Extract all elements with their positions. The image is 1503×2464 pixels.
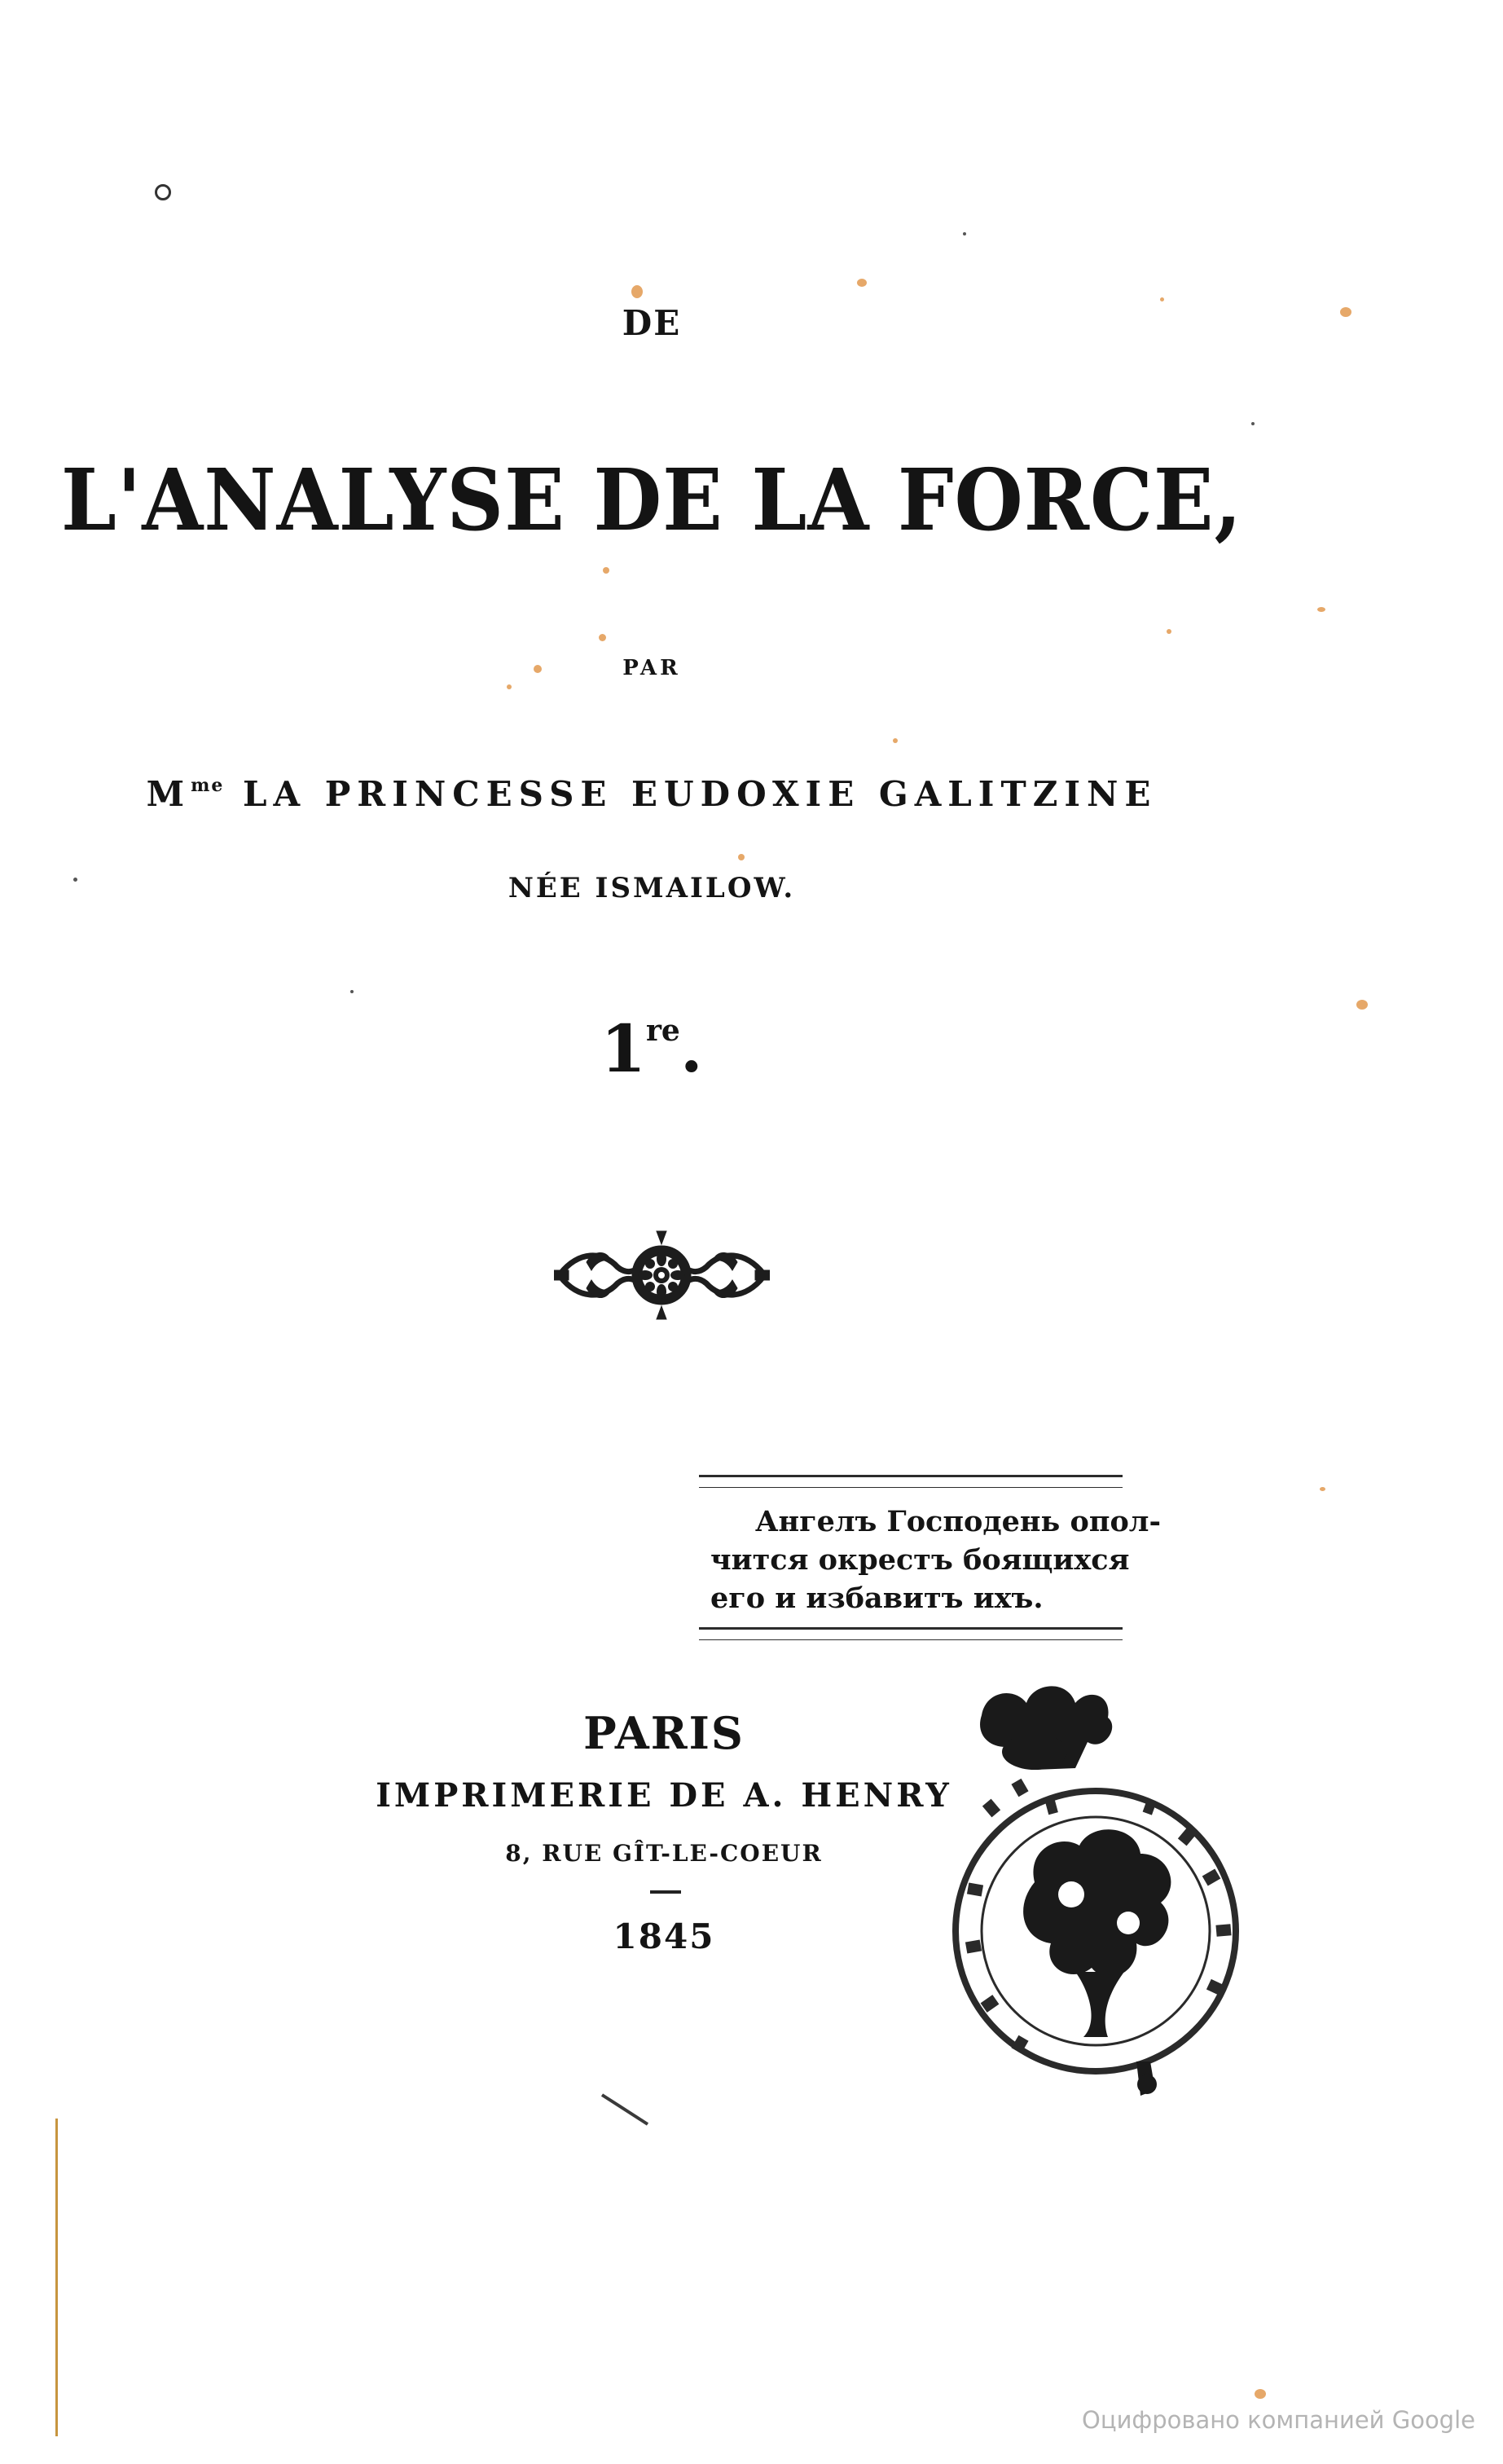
author-honorific-sup: me: [191, 775, 225, 796]
epigraph-top-rule: [699, 1475, 1123, 1488]
volume-suffix: re: [645, 1014, 680, 1048]
author-name: LA PRINCESSE EUDOXIE GALITZINE: [242, 774, 1158, 814]
epigraph-line: Ангелъ Господень опол-: [755, 1505, 1161, 1538]
epigraph-line: чится окрестъ боящихся: [710, 1543, 1130, 1577]
floral-ornament: [554, 1226, 770, 1322]
ink-speck: [963, 232, 966, 235]
maiden-name: NÉE ISMAILOW.: [508, 872, 796, 904]
volume-label: [0, 1010, 1303, 1087]
imprint-year: 1845: [613, 1916, 715, 1956]
imprint-printer: IMPRIMERIE DE A. HENRY: [376, 1776, 952, 1815]
imprint-dash: [650, 1890, 681, 1894]
imprint-city: PARIS: [583, 1707, 745, 1759]
page-edge-mark: [55, 2119, 58, 2436]
ink-speck: [350, 990, 354, 993]
foxing-speck: [738, 854, 745, 860]
foxing-speck: [1255, 2389, 1266, 2399]
volume-number: 1: [600, 1010, 646, 1087]
imprint-address: 8, RUE GÎT-LE-COEUR: [505, 1840, 823, 1867]
ink-speck: [155, 184, 171, 200]
author-honorific: M: [146, 774, 191, 814]
digitization-watermark: Оцифровано компанией Google: [1082, 2406, 1475, 2434]
foxing-speck: [1340, 307, 1351, 317]
volume-period: .: [679, 1010, 703, 1087]
epigraph-text: [699, 1488, 1161, 1627]
foxing-speck: [631, 285, 643, 298]
foxing-speck: [1167, 629, 1171, 634]
foxing-speck: [1356, 1000, 1368, 1010]
foxing-speck: [1320, 1487, 1325, 1491]
foxing-speck: [1317, 607, 1325, 612]
book-title: L'ANALYSE DE LA FORCE,: [60, 450, 1243, 550]
ink-speck: [1251, 422, 1255, 425]
foxing-speck: [857, 279, 867, 287]
ink-scratch: [599, 2090, 656, 2131]
foxing-speck: [1160, 297, 1164, 301]
library-stamp-icon: [937, 1679, 1263, 2102]
epigraph-line: его и избавитъ ихъ.: [710, 1582, 1044, 1615]
title-preposition: DE: [622, 303, 682, 343]
foxing-speck: [893, 738, 898, 743]
epigraph: [699, 1475, 1161, 1640]
foxing-speck: [507, 684, 512, 689]
byline-par: PAR: [622, 656, 681, 680]
foxing-speck: [599, 634, 606, 641]
epigraph-bottom-rule: [699, 1627, 1123, 1640]
author-line: [0, 774, 1303, 814]
foxing-speck: [603, 567, 609, 574]
